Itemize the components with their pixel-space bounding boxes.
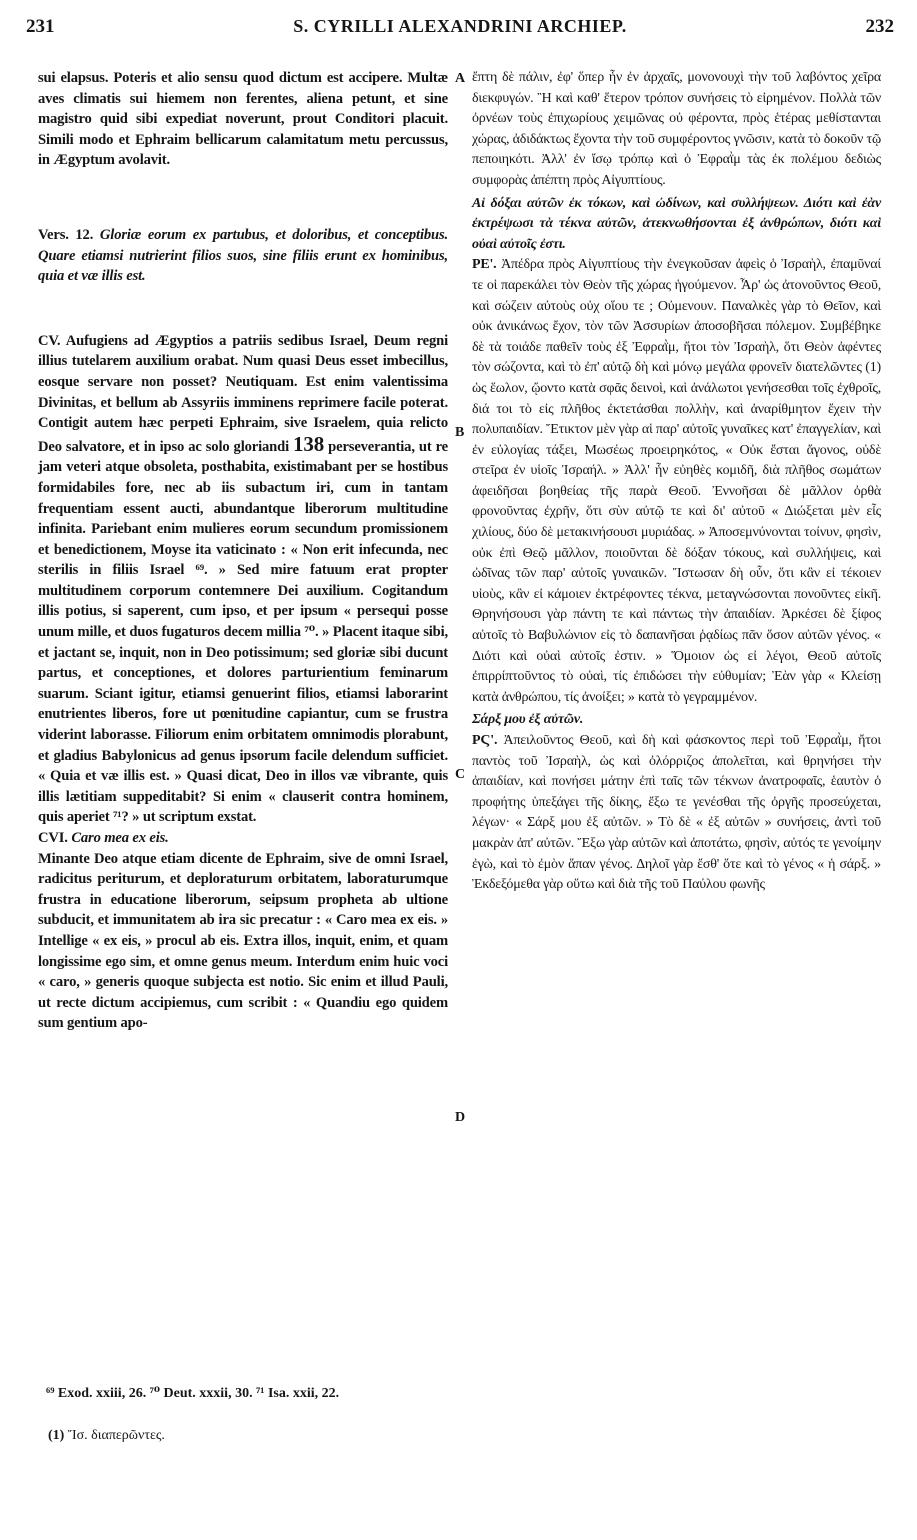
footnotes: ⁶⁹ Exod. xxiii, 26. ⁷⁰ Deut. xxxii, 30. ⁷¹ Isa. xxii, 22. (46, 1386, 340, 1401)
verse-text: Gloriæ eorum ex partubus, et doloribus, et conceptibus. Quare etiamsi nutrierint filios suos, sine filiis erunt ex hominibus, quia et væ illis est. (38, 226, 449, 285)
greek-section-re (472, 255, 881, 708)
greek-sarx-heading: Σάρξ μου ἐξ αὐτῶν. (472, 712, 584, 728)
section-label-cv: CV. (38, 332, 61, 349)
margin-marker-b: B (455, 425, 465, 440)
latin-section-cvi: Minante Deo atque etiam dicente de Ephraim, sive de omni Israel, radicitus periturum, et deploraturum orbitatem, laboraturumque frustra in educatione liberorum, seipsum propheta ab ultione subducit, et immunitatem ab ira sic precatur : « Caro mea ex eis. » Intellige « ex eis, » procul ab eis. Extra illos, inquit, enim, et quam longissime ego sim, et omne genus meum. Interdum enim huic voci « caro, » generis quoque subjecta est notio. Sic enim et illud Pauli, ut recte dictum accipiemus, cum scribit : « Quandiu ego quidem sum gentium apo- (38, 850, 448, 1032)
latin-column (38, 68, 448, 1034)
greek-label-rs: ΡϚ'. (472, 733, 498, 748)
page-number-left: 231 (26, 16, 55, 37)
running-title: S. CYRILLI ALEXANDRINI ARCHIEP. (293, 16, 627, 36)
column-number: 138 (293, 431, 325, 456)
section-label-cvi: CVI. (38, 830, 68, 846)
latin-section-cvi-heading (38, 828, 448, 849)
greek-column (472, 68, 881, 896)
greek-footnote-number: (1) (48, 1428, 65, 1443)
greek-verse-heading: Αἱ δόξαι αὐτῶν ἐκ τόκων, καὶ ὠδίνων, καὶ συλλήψεων. Διότι καὶ ἐὰν ἐκτρέψωσι τὰ τέκνα αὐτῶν, ἀτεκνωθήσονται ἐξ ἀνθρώπων, διότι καὶ οὐαὶ αὐτοῖς ἐστι. (472, 195, 881, 252)
greek-footnote (48, 1428, 165, 1444)
greek-text-re: Ἀπέδρα πρὸς Αἰγυπτίους τὴν ἐνεγκοῦσαν ἀφεὶς ὁ Ἰσραὴλ, ἐπαμῦναί τε οἱ παρεκάλει τὸν Θεὸν τῆς χώρας ἡγούμενον. Ἆρ' ὡς ἀτονοῦντος Θεοῦ, καὶ σώζειν αὐτοὺς οὐχ οἵου τε ; Οὐμενουν. Παναλκὲς γὰρ τὸ Θεῖον, καὶ οὐκ ἀνικάνως ἔχον, τὸν τῶν Ἀσσυρίων ἀποσοβῆσαι πόλεμον. Συμβέβηκε δὲ τὰ τοιάδε παθεῖν τοὺς ἐξ Ἐφραῒμ, ἤτοι τὸν Ἰσραὴλ, ὅτι Θεὸν ἀφέντες τὸν σώζοντα, καὶ τὸ ἐπ' αὐτῷ δὴ καὶ μόνῳ μεγάλα φρονεῖν διατελῶντες (1) ὡς ἕωλον, ᾤοντο κατὰ σφᾶς δεινοὶ, καὶ ἀνάλωτοι γενήσεσθαι τοῖς ἐχθροῖς, διά τοι τὸ εἰς πλῆθος ἐκτετάσθαι πολλὴν, καὶ ἀναρίθμητον ἔχειν τὴν πολυπαιδίαν. Ἔτικτον μὲν γὰρ αἱ παρ' αὐτοῖς γυναῖκες κατ' ἐπαγγελίαν, καὶ ἐν εὐλογίας τάξει, Μωσέως προειρηκότος, « Οὐκ ἔσται ἄγονος, οὐδὲ στεῖρα ἐν υἱοῖς Ἰσραήλ. » Ἀλλ' ἦν εὐηθὲς κομιδῆ, διὰ πλῆθος σωμάτων ἀφειδῆσαι βοηθείας τῆς παρὰ Θεοῦ. Ἐννοῆσαι δὲ μᾶλλον ὀρθὰ φρονοῦντας ἐχρῆν, ὅτι σὺν αὐτῷ τε καὶ δι' αὐτοῦ « Διώξεται μὲν εἷς χιλίους, δύο δὲ μετακινήσουσι μυριάδας. » Ἀποσεμνύνονται τοίνυν, φησὶν, οὐκ ἐπὶ Θεῷ μᾶλλον, ποιοῦνται δὲ δόξαν τόκους, καὶ συλλήψεις, καὶ ὠδῖνας τῶν παρ' αὐτοῖς γυναικῶν. Ἴστωσαν δὴ οὖν, ὅτι κἂν εἰ τέκοιεν υἱοὺς, κἂν εἰ κάμοιεν ἐκτρέφοντες τέκνα, μεταγνώσονται πονοῦντες εἰκῆ. Θρηνήσουσι γὰρ πάντη τε καὶ πάντως τὴν ἀπαιδίαν. Ἀρκέσει δὲ ξίφος αὐτοῖς τὸ Βαβυλώνιον εἰς τὸ δαπανῆσαι ῥᾳδίως πᾶν ὅσον αὐτῶν γένος. « Διότι καὶ οὐαὶ αὐτοῖς ἐστιν. » Ὅμοιον ὡς εἰ λέγοι, Θεοῦ αὐτοῖς ἐπιρρίπτοῦντος τὸ οὐαὶ, τίς ἐπιδώσει τὴν εὐθυμίαν; Ἐὰν γὰρ « Κλείσῃ κατὰ ἀνθρώπου, τίς ἀνοίξει; » κατὰ τὸ γεγραμμένον. (472, 257, 881, 705)
latin-verse-heading (38, 225, 448, 287)
greek-footnote-text: Ἴσ. διαπερῶντες. (67, 1428, 165, 1443)
greek-section-rs (472, 731, 881, 896)
greek-label-re: ΡΕ'. (472, 257, 497, 273)
margin-marker-c: C (455, 767, 466, 782)
section-text-cv-a: Aufugiens ad Ægyptios a patriis sedibus Israel, Deum regni illius tutelarem auxilium orabat. Num quasi Deus esset imbecillus, eosque servare non posset? Neutiquam. Est enim valentissima Divinitas, et bellum ab Assyriis imminens reprimere facile poterat. Contigit autem hæc perpeti Ephraim, sive Israelem, quia relicto Deo salvatore, et in ipso ac solo gloriandi (38, 332, 448, 455)
page-header (26, 16, 894, 44)
margin-marker-d: D (455, 1110, 466, 1125)
greek-text-rs: Ἀπειλοῦντος Θεοῦ, καὶ δὴ καὶ φάσκοντος περὶ τοῦ Ἐφραῒμ, ἤτοι παντὸς τοῦ Ἰσραὴλ, ὡς καὶ ὀλόρριζος ἀπολεῖται, καὶ θρηνήσει τὴν ἀπαιδίαν, καὶ πονήσει μάτην ἐπὶ ταῖς τῶν τέκνων ἀνατροφαῖς, ἑαυτὸν ὁ προφήτης ὑπεξάγει τῆς δίκης, ἔξω τε γενέσθαι τῆς ὀργῆς προσεύχεται, λέγων· « Σάρξ μου ἐξ αὐτῶν. » Τὸ δὲ « ἐξ αὐτῶν » συνήσεις, ἀντὶ τοῦ μακρὰν ἀπ' αὐτῶν. Ἔξω γὰρ αὐτῶν καὶ ἀποτάτω, φησὶν, αὐτός τε γενοίμην ἐγὼ, καὶ τὸ ἐμὸν ἅπαν γένος. Δηλοῖ γὰρ ἔσθ' ὅτε καὶ τὸ γένος « ἡ σάρξ. » Ἐκδεξόμεθα γὰρ οὕτω καὶ διὰ τῆς τοῦ Παύλου φωνῆς (472, 733, 881, 893)
section-text-cv-b: perseverantia, ut re jam veteri atque obsoleta, posthabita, existimabant per se hostibus formidabiles fore, nec ab iis subactum iri, cum in tantam frequentiam essent aucti, abundantque liberorum multitudine infinita. Pariebant enim mulieres eorum secundum promissionem et benedictionem, Moyse ita vaticinato : « Non erit infecunda, nec sterilis in filiis Israel ⁶⁹. » Sed mire fatuum erat propter multitudinem corporum contemnere Dei auxilium. Cogitandum illis potius, si saperent, cum ipso, et per ipsum « persequi posse unum mille, et duos fugaturos decem millia ⁷⁰. » Placent itaque sibi, et jactant se, inquit, non in Deo potissimum; sed gloriæ sibi ducunt partus, et conceptiones, et dolores parturientium feminarum suarum. Sciant igitur, etiamsi genuerint filios, etiamsi laborarint enutrientes liberos, fore ut pœnitudine capiantur, cum se frustra viderint laborasse. Filiorum enim orbitatem omnimodis plorabunt, et gladius Babylonicus ad genus ipsorum facile delendum sufficiet. « Quia et væ illis est. » Quasi dicat, Deo in illos væ vibrante, quis illis lætitiam suppeditabit? Si enim « clauserit contra hominem, quis aperiet ⁷¹? » ut scriptum exstat. (38, 438, 449, 826)
section-heading-cvi: Caro mea ex eis. (71, 830, 169, 846)
greek-paragraph: ἔπτη δὲ πάλιν, ἐφ' ὅπερ ἦν ἐν ἀρχαῖς, μονονουχὶ τὴν τοῦ λαβόντος χεῖρα διεκφυγών. Ἢ καὶ καθ' ἕτερον τρόπον συνήσεις τὸ εἰρημένον. Πολλὰ τῶν ὀρνέων τοὺς ἐπιχωρίους χειμῶνας οὐ φέροντα, πρὸς ἑτέρας μεθίστανται χώρας, ἀδιδάκτως ἔχοντα τὴν τοῦ συμφέροντος γνῶσιν, κατὰ τὸ δοκοῦν τῷ πεποιηκότι. Ἀλλ' ἐν ἴσῳ τρόπῳ καὶ ὁ Ἐφραῒμ τὰς ἐκ πολέμου δεδιὼς συμφορὰς ἀπέπτη πρὸς Αἰγυπτίους. (472, 70, 881, 188)
verse-label: Vers. 12. (38, 226, 94, 243)
page-number-right: 232 (865, 16, 894, 37)
latin-section-cv (38, 331, 448, 828)
margin-marker-a: A (455, 71, 466, 86)
latin-paragraph: sui elapsus. Poteris et alio sensu quod dictum est accipere. Multæ aves climatis sui hiemem non ferentes, aliena petunt, et sine magistro quid sibi expediat noverunt, prout Conditori placuit. Simili modo et Ephraim bellicarum calamitatum metu percussus, in Ægyptum avolavit. (38, 70, 448, 169)
